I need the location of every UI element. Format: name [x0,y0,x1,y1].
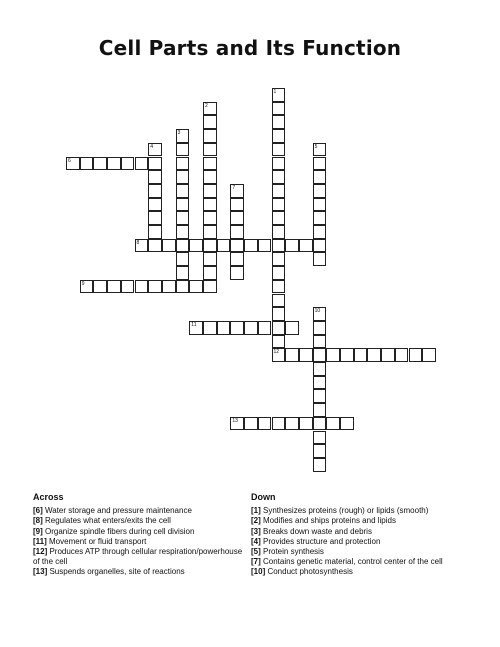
crossword-cell[interactable] [313,444,327,458]
crossword-cell[interactable] [121,157,135,171]
crossword-cell[interactable] [313,335,327,349]
crossword-cell[interactable] [244,417,258,431]
crossword-cell[interactable] [313,362,327,376]
crossword-cell[interactable] [313,239,327,253]
crossword-cell[interactable] [66,157,80,171]
crossword-cell[interactable] [313,198,327,212]
crossword-cell[interactable] [326,348,340,362]
across-clue [33,516,248,526]
crossword-cell[interactable] [313,157,327,171]
crossword-cell[interactable] [107,280,121,294]
crossword-cell[interactable] [285,239,299,253]
crossword-cell[interactable] [313,307,327,321]
crossword-cell[interactable] [285,348,299,362]
clue-number: 8 [136,239,140,246]
crossword-cell[interactable] [422,348,436,362]
clue-number-label: [8] [33,516,43,526]
crossword-cell[interactable] [313,376,327,390]
clue-number-label: [1] [251,506,261,516]
clue-text: Protein synthesis [260,547,324,557]
crossword-cell[interactable] [285,417,299,431]
crossword-cell[interactable] [203,102,217,116]
crossword-cell[interactable] [189,280,203,294]
crossword-cell[interactable] [93,157,107,171]
crossword-cell[interactable] [148,280,162,294]
crossword-cell[interactable] [162,280,176,294]
crossword-cell[interactable] [203,115,217,129]
crossword-cell[interactable] [203,170,217,184]
crossword-cell[interactable] [176,225,190,239]
page-title: Cell Parts and Its Function [98,36,402,60]
crossword-cell[interactable] [313,417,327,431]
crossword-cell[interactable] [176,239,190,253]
crossword-cell[interactable] [313,348,327,362]
clue-text: Modifies and ships proteins and lipids [260,516,396,526]
crossword-cell[interactable] [272,184,286,198]
crossword-cell[interactable] [107,157,121,171]
crossword-cell[interactable] [272,266,286,280]
crossword-cell[interactable] [176,184,190,198]
crossword-cell[interactable] [176,280,190,294]
crossword-cell[interactable] [313,225,327,239]
crossword-cell[interactable] [230,184,244,198]
crossword-cell[interactable] [272,170,286,184]
clue-number-label: [3] [251,526,261,536]
crossword-cell[interactable] [148,157,162,171]
crossword-cell[interactable] [148,225,162,239]
crossword-cell[interactable] [176,170,190,184]
clue-text: Contains genetic material, control center of the cell [260,557,443,567]
crossword-cell[interactable] [272,143,286,157]
crossword-cell[interactable] [217,321,231,335]
crossword-cell[interactable] [258,321,272,335]
clue-number-label: [12] [33,547,48,557]
crossword-cell[interactable] [272,102,286,116]
crossword-cell[interactable] [272,335,286,349]
clue-text: Movement or fluid transport [46,536,147,546]
down-heading: Down [251,492,276,502]
crossword-cell[interactable] [148,184,162,198]
crossword-cell[interactable] [203,211,217,225]
crossword-cell[interactable] [189,321,203,335]
crossword-cell[interactable] [148,143,162,157]
crossword-cell[interactable] [326,417,340,431]
crossword-cell[interactable] [272,348,286,362]
crossword-cell[interactable] [176,129,190,143]
crossword-cell[interactable] [203,143,217,157]
crossword-cell[interactable] [367,348,381,362]
crossword-cell[interactable] [244,321,258,335]
crossword-cell[interactable] [313,431,327,445]
crossword-cell[interactable] [299,417,313,431]
clue-text: Water storage and pressure maintenance [42,506,192,516]
down-clue [251,547,481,557]
across-clue [33,506,248,516]
crossword-cell[interactable] [313,252,327,266]
clue-number: 12 [273,349,280,356]
crossword-cell[interactable] [203,266,217,280]
crossword-cell[interactable] [230,211,244,225]
crossword-cell[interactable] [313,321,327,335]
crossword-cell[interactable] [135,280,149,294]
down-clue [251,567,481,577]
clue-number-label: [5] [251,547,261,557]
crossword-cell[interactable] [203,239,217,253]
clue-number: 11 [191,321,197,328]
crossword-cell[interactable] [148,239,162,253]
crossword-cell[interactable] [230,252,244,266]
crossword-cell[interactable] [244,239,258,253]
crossword-cell[interactable] [80,157,94,171]
crossword-cell[interactable] [176,266,190,280]
crossword-cell[interactable] [189,239,203,253]
crossword-cell[interactable] [313,143,327,157]
crossword-cell[interactable] [272,225,286,239]
clue-number-label: [7] [251,557,261,567]
clue-number-label: [2] [251,516,261,526]
crossword-cell[interactable] [272,211,286,225]
crossword-cell[interactable] [272,417,286,431]
across-clue [33,527,248,537]
down-clue [251,557,481,567]
clue-number: 10 [314,308,321,315]
crossword-cell[interactable] [340,348,354,362]
down-clue [251,506,481,516]
crossword-cell[interactable] [313,184,327,198]
crossword-cell[interactable] [203,252,217,266]
across-clue [33,537,248,547]
crossword-cell[interactable] [272,129,286,143]
across-clue [33,567,248,577]
crossword-cell[interactable] [176,211,190,225]
crossword-cell[interactable] [217,239,231,253]
crossword-cell[interactable] [285,321,299,335]
crossword-cell[interactable] [272,198,286,212]
across-clues [33,492,248,578]
down-clue [251,527,481,537]
crossword-cell[interactable] [230,266,244,280]
crossword-cell[interactable] [203,321,217,335]
crossword-cell[interactable] [313,170,327,184]
crossword-cell[interactable] [176,143,190,157]
crossword-cell[interactable] [148,198,162,212]
crossword-cell[interactable] [272,88,286,102]
clue-text: Provides structure and protection [260,536,381,546]
crossword-cell[interactable] [272,239,286,253]
clue-number: 9 [81,280,85,287]
crossword-cell[interactable] [272,252,286,266]
clue-text: Regulates what enters/exits the cell [42,516,171,526]
crossword-cell[interactable] [80,280,94,294]
down-clues [251,492,481,578]
crossword-cell[interactable] [299,239,313,253]
down-clue [251,537,481,547]
clue-text: Breaks down waste and debris [260,526,372,536]
crossword-cell[interactable] [203,157,217,171]
crossword-cell[interactable] [313,458,327,472]
clue-number-label: [10] [251,567,266,577]
clue-number-label: [13] [33,567,48,577]
crossword-cell[interactable] [313,211,327,225]
crossword-cell[interactable] [230,239,244,253]
clue-number-label: [6] [33,506,43,516]
crossword-cell[interactable] [272,321,286,335]
crossword-cell[interactable] [258,239,272,253]
crossword-cell[interactable] [203,184,217,198]
crossword-cell[interactable] [258,417,272,431]
crossword-cell[interactable] [176,198,190,212]
across-heading: Across [33,492,64,502]
clue-number-label: [9] [33,526,43,536]
crossword-cell[interactable] [381,348,395,362]
clue-text: Produces ATP through cellular respiration/powerhouse of the cell [33,547,243,567]
crossword-cell[interactable] [230,225,244,239]
crossword-cell[interactable] [354,348,368,362]
crossword-cell[interactable] [162,239,176,253]
crossword-cell[interactable] [203,280,217,294]
crossword-cell[interactable] [313,403,327,417]
crossword-cell[interactable] [121,280,135,294]
across-clue [33,547,248,567]
clue-text: Organize spindle fibers during cell division [42,526,195,536]
crossword-cell[interactable] [176,252,190,266]
clue-number: 1 [273,89,277,95]
clue-number: 7 [232,184,236,191]
clue-number: 3 [177,130,181,137]
crossword-cell[interactable] [230,198,244,212]
clue-text: Synthesizes proteins (rough) or lipids (smooth) [260,506,429,516]
crossword-cell[interactable] [203,225,217,239]
crossword-cell[interactable] [230,417,244,431]
crossword-cell[interactable] [313,389,327,403]
clue-text: Conduct photosynthesis [265,567,353,577]
crossword-cell[interactable] [272,307,286,321]
clue-number: 6 [68,157,71,164]
crossword-cell[interactable] [272,157,286,171]
crossword-cell[interactable] [230,321,244,335]
crossword-cell[interactable] [93,280,107,294]
clue-number-label: [4] [251,536,261,546]
crossword-cell[interactable] [176,157,190,171]
clue-number: 2 [205,102,208,109]
crossword-cell[interactable] [135,239,149,253]
crossword-cell[interactable] [299,348,313,362]
crossword-cell[interactable] [203,129,217,143]
crossword-cell[interactable] [272,294,286,308]
crossword-cell[interactable] [148,211,162,225]
clue-number: 5 [314,143,318,150]
crossword-cell[interactable] [135,157,149,171]
down-clue [251,516,481,526]
clue-number: 13 [232,417,238,424]
crossword-cell[interactable] [272,280,286,294]
clue-text: Suspends organelles, site of reactions [47,567,185,577]
crossword-cell[interactable] [272,115,286,129]
crossword-cell[interactable] [395,348,409,362]
crossword-cell[interactable] [409,348,423,362]
crossword-cell[interactable] [148,170,162,184]
clue-number: 4 [150,143,153,150]
crossword-cell[interactable] [203,198,217,212]
clue-number-label: [11] [33,536,47,546]
crossword-cell[interactable] [340,417,354,431]
